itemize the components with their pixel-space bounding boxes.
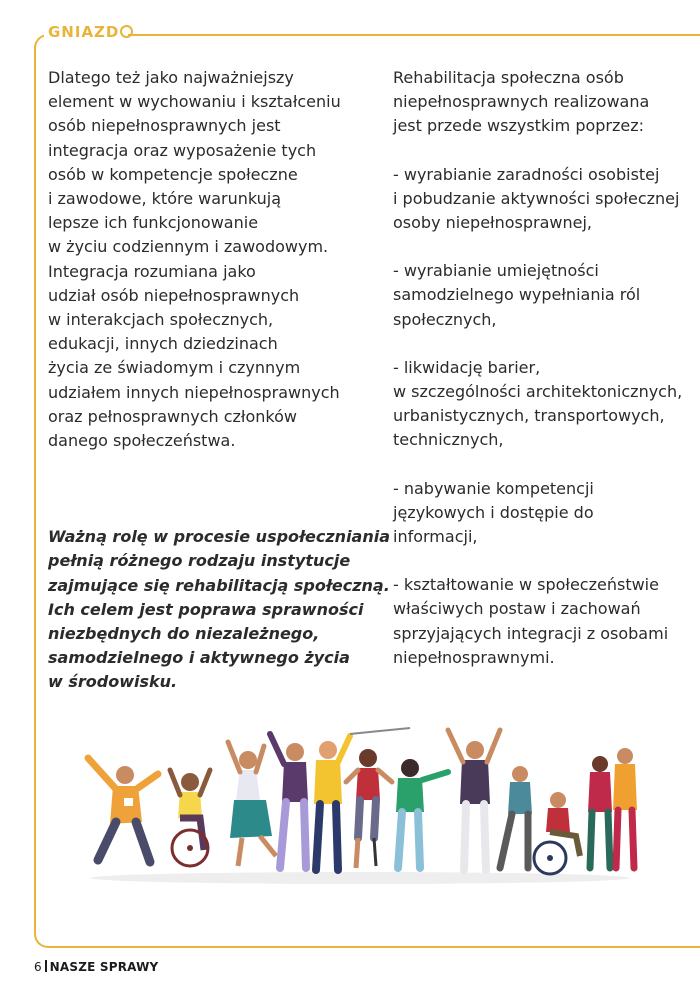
person-figure xyxy=(346,749,392,868)
text-line: - kształtowanie w społeczeństwie xyxy=(393,575,659,595)
text-line: - wyrabianie zaradności osobistej xyxy=(393,164,660,184)
text-line: w interakcjach społecznych, xyxy=(48,310,274,330)
text-line: Integracja rozumiana jako xyxy=(48,261,256,281)
rehab-intro xyxy=(393,66,698,139)
text-line: urbanistycznych, transportowych, xyxy=(393,406,665,426)
page-footer xyxy=(34,959,158,975)
text-line: zajmujące się rehabilitacją społeczną. xyxy=(48,575,390,595)
text-line: samodzielnego wypełniania ról xyxy=(393,285,641,305)
text-line: udział osób niepełnosprawnych xyxy=(48,285,300,305)
text-line: danego społeczeństwa. xyxy=(48,431,236,451)
people-celebrating-illustration xyxy=(80,720,640,890)
text-line: i zawodowe, które warunkują xyxy=(48,189,282,209)
text-line: informacji, xyxy=(393,527,478,547)
text-line: - wyrabianie umiejętności xyxy=(393,261,599,281)
list-item xyxy=(393,259,698,332)
text-line: w środowisku. xyxy=(48,672,178,692)
text-line: samodzielnego i aktywnego życia xyxy=(48,648,350,668)
left-column xyxy=(48,66,391,695)
right-column xyxy=(393,66,698,670)
person-figure xyxy=(448,730,500,870)
text-line: właściwych postaw i zachowań xyxy=(393,599,641,619)
text-line: jest przede wszystkim poprzez: xyxy=(393,116,645,136)
emphasis-paragraph xyxy=(48,525,391,694)
text-line: edukacji, innych dziedzinach xyxy=(48,334,278,354)
text-line: osoby niepełnosprawnej, xyxy=(393,213,593,233)
text-line: osób niepełnosprawnych jest xyxy=(48,116,281,136)
text-line: lepsze ich funkcjonowanie xyxy=(48,213,259,233)
text-line: Ich celem jest poprawa sprawności xyxy=(48,599,364,619)
text-line: życia ze świadomym i czynnym xyxy=(48,358,301,378)
text-line: w życiu codziennym i zawodowym. xyxy=(48,237,329,257)
text-line: niepełnosprawnymi. xyxy=(393,647,555,667)
text-line: niepełnosprawnych realizowana xyxy=(393,92,650,112)
list-item xyxy=(393,573,698,670)
text-line: technicznych, xyxy=(393,430,504,450)
text-line: w szczególności architektonicznych, xyxy=(393,382,683,402)
magazine-logo: GNIAZD xyxy=(48,22,133,42)
text-line: językowych i dostępie do xyxy=(393,502,594,522)
text-line: oraz pełnosprawnych członków xyxy=(48,406,297,426)
person-figure xyxy=(88,758,158,862)
text-line: element w wychowaniu i kształceniu xyxy=(48,92,341,112)
person-figure xyxy=(500,766,532,868)
logo-ring-icon xyxy=(120,25,133,38)
text-line: sprzyjających integracji z osobami xyxy=(393,623,669,643)
person-figure xyxy=(396,759,448,868)
text-line: osób w kompetencje społeczne xyxy=(48,164,298,184)
text-line: pełnią różnego rodzaju instytucje xyxy=(48,551,351,571)
intro-paragraph xyxy=(48,66,378,453)
page-number: 6 xyxy=(34,960,42,974)
person-figure xyxy=(228,742,276,866)
list-item xyxy=(393,163,698,236)
text-line: udziałem innych niepełnosprawnych xyxy=(48,382,340,402)
divider xyxy=(45,960,47,972)
list-item xyxy=(393,477,698,550)
text-line: Ważną rolę w procesie uspołeczniania xyxy=(48,527,391,547)
person-figure xyxy=(270,734,308,868)
couple-figure xyxy=(588,748,637,868)
text-line: społecznych, xyxy=(393,309,497,329)
text-line: Dlatego też jako najważniejszy xyxy=(48,68,294,87)
text-line: integracja oraz wyposażenie tych xyxy=(48,140,317,160)
wheelchair-user-figure xyxy=(170,770,210,866)
text-line: Rehabilitacja społeczna osób xyxy=(393,68,624,87)
text-line: i pobudzanie aktywności społecznej xyxy=(393,188,680,208)
text-line: - likwidację barier, xyxy=(393,357,541,377)
wheelchair-user-figure xyxy=(534,792,580,874)
text-line: niezbędnych do niezależnego, xyxy=(48,624,320,644)
text-line: - nabywanie kompetencji xyxy=(393,478,594,498)
list-item xyxy=(393,356,698,453)
publication-name: NASZE SPRAWY xyxy=(49,960,159,974)
